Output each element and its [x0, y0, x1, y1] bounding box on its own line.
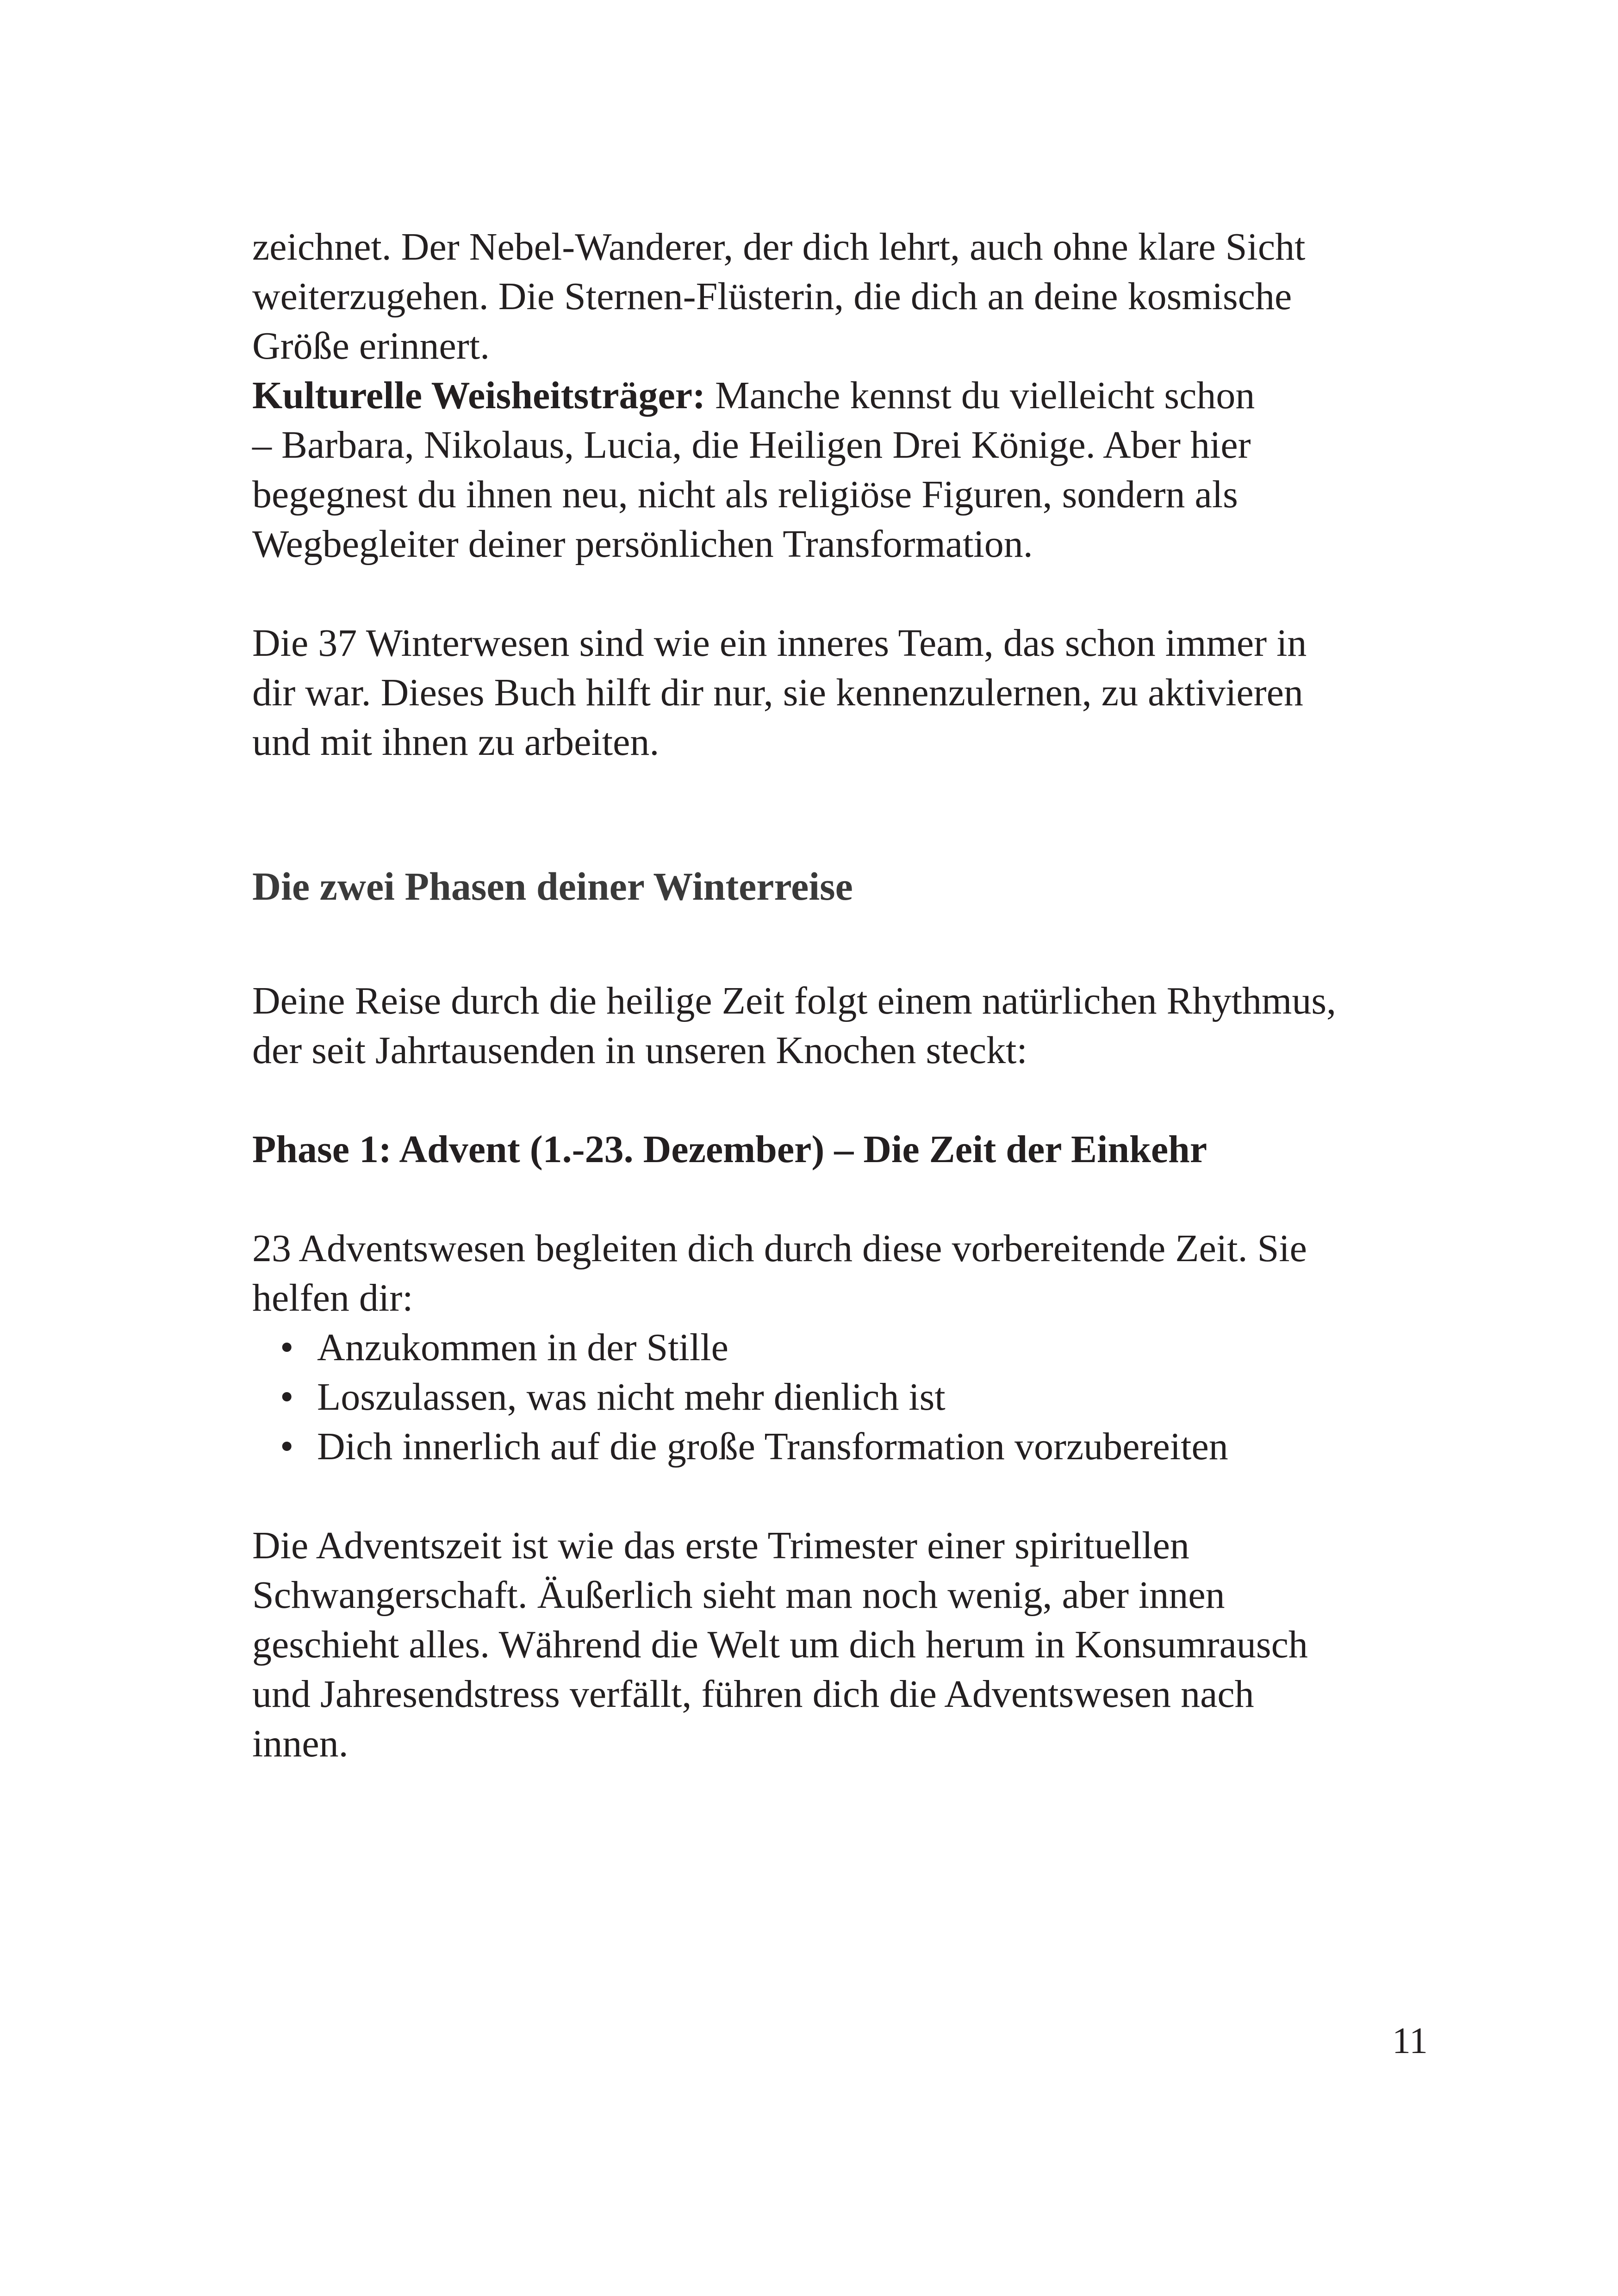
text-line [252, 371, 1428, 420]
text-line: begegnest du ihnen neu, nicht als religiöse Figuren, sondern als [252, 473, 1238, 516]
text-line: Die Adventszeit ist wie das erste Trimester einer spirituellen [252, 1524, 1189, 1567]
text-line: und mit ihnen zu arbeiten. [252, 721, 660, 764]
spacer [252, 1174, 1428, 1224]
section-heading: Die zwei Phasen deiner Winterreise [252, 864, 853, 908]
list-item [280, 1422, 1428, 1471]
page-number: 11 [1392, 2021, 1428, 2061]
text-line: zeichnet. Der Nebel-Wanderer, der dich lehrt, auch ohne klare Sicht [252, 225, 1306, 268]
text-line: Wegbegleiter deiner persönlichen Transformation. [252, 523, 1033, 566]
bullet-icon: • [280, 1425, 294, 1468]
cultural-first-line: Manche kennst du vielleicht schon [705, 374, 1255, 417]
text-line: innen. [252, 1722, 348, 1765]
spacer [252, 1471, 1428, 1521]
cultural-label: Kulturelle Weisheitsträger: [252, 374, 706, 417]
spacer [252, 911, 1428, 976]
paragraph-intro [252, 976, 1428, 1075]
page-body [252, 222, 1428, 1768]
text-line: und Jahresendstress verfällt, führen dich die Adventswesen nach [252, 1673, 1254, 1716]
text-line: helfen dir: [252, 1276, 413, 1319]
paragraph-creatures-continued [252, 222, 1428, 371]
text-line: – Barbara, Nikolaus, Lucia, die Heiligen Drei Könige. Aber hier [252, 423, 1251, 467]
spacer [252, 569, 1428, 618]
text-line: Schwangerschaft. Äußerlich sieht man noch wenig, aber innen [252, 1574, 1225, 1617]
text-line: 23 Adventswesen begleiten dich durch diese vorbereitende Zeit. Sie [252, 1227, 1307, 1270]
text-line: dir war. Dieses Buch hilft dir nur, sie kennenzulernen, zu aktivieren [252, 671, 1303, 714]
list-item-text: Loszulassen, was nicht mehr dienlich ist [317, 1375, 946, 1419]
paragraph-inner-team [252, 618, 1428, 767]
list-item [280, 1372, 1428, 1422]
text-line: Größe erinnert. [252, 324, 490, 367]
bullet-icon: • [280, 1326, 294, 1369]
text-line: Deine Reise durch die heilige Zeit folgt einem natürlichen Rhythmus, [252, 979, 1337, 1022]
text-line: der seit Jahrtausenden in unseren Knochen steckt: [252, 1029, 1027, 1072]
bullet-list [252, 1323, 1428, 1471]
text-line: Die 37 Winterwesen sind wie ein inneres Team, das schon immer in [252, 622, 1307, 665]
text-line: weiterzugehen. Die Sternen-Flüsterin, die dich an deine kosmische [252, 275, 1292, 318]
paragraph-advent-time [252, 1521, 1428, 1768]
spacer [252, 767, 1428, 862]
list-item [280, 1323, 1428, 1372]
bullet-icon: • [280, 1375, 294, 1419]
paragraph-cultural-bearers [252, 371, 1428, 569]
list-item-text: Anzukommen in der Stille [317, 1326, 728, 1369]
phase-1-heading: Phase 1: Advent (1.-23. Dezember) – Die Zeit der Einkehr [252, 1128, 1207, 1171]
list-item-text: Dich innerlich auf die große Transformation vorzubereiten [317, 1425, 1228, 1468]
spacer [252, 1075, 1428, 1125]
paragraph-phase-1-intro [252, 1224, 1428, 1323]
text-line: geschieht alles. Während die Welt um dich herum in Konsumrausch [252, 1623, 1308, 1666]
